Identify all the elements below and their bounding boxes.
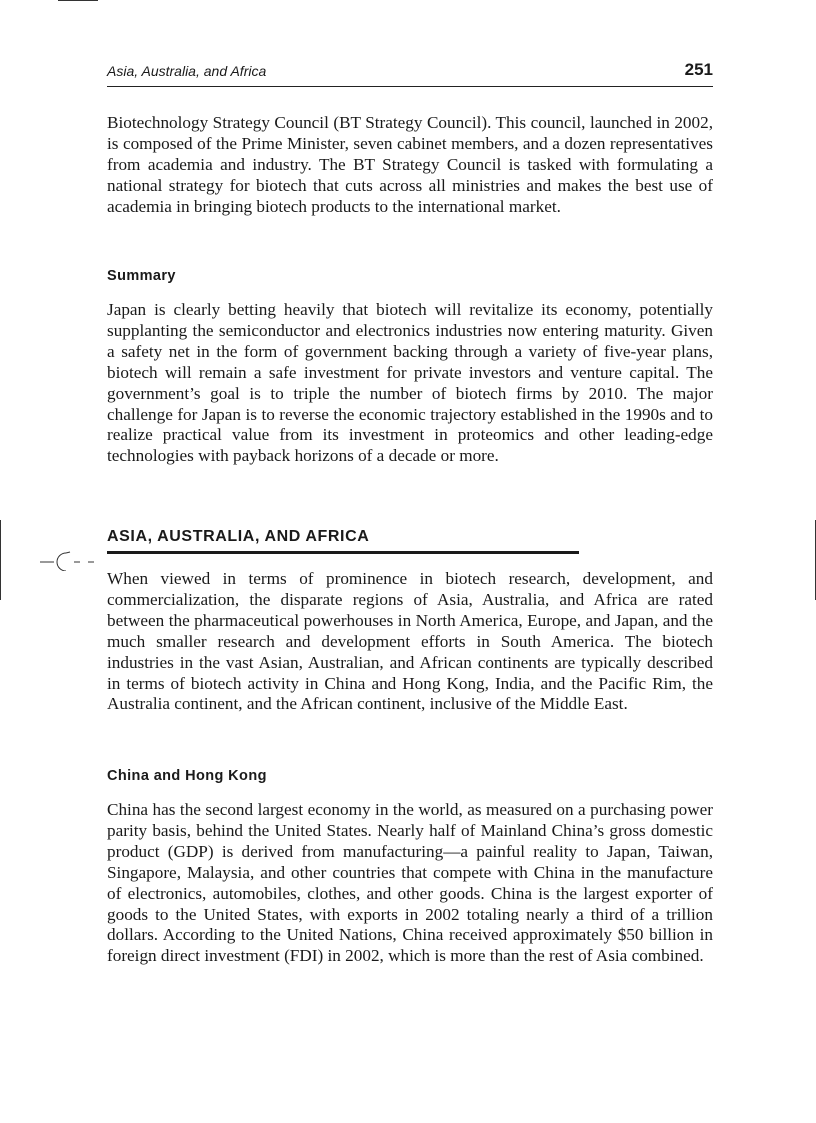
paragraph-summary: Japan is clearly betting heavily that biotech will revitalize its economy, potentially supplanting the semiconductor and electronics industries now entering maturity. Given a safety net in the form of government backing through a variety of five-year plans, biotech will remain a safe investment for private investors and venture capital. The government’s goal is to triple the number of biotech firms by 2010. The major challenge for Japan is to reverse the economic trajectory established in the 1990s and to realize practical value from its investment in proteomics and other leading-edge technologies with payback horizons of a decade or more. <box>107 300 713 466</box>
section-heading: ASIA, AUSTRALIA, AND AFRICA <box>107 528 579 554</box>
paragraph-bt-council: Biotechnology Strategy Council (BT Strategy Council). This council, launched in 2002, is composed of the Prime Minister, seven cabinet members, and a dozen representatives from academia and industry. The BT Strategy Council is tasked with formulating a national strategy for biotech that cuts across all ministries and makes the best use of academia in bringing biotech products to the international market. <box>107 113 713 216</box>
paragraph-asia-intro: When viewed in terms of prominence in biotech research, development, and commercialization, the disparate regions of Asia, Australia, and Africa are rated between the pharmaceutical powerhouses in North America, Europe, and Japan, and the much smaller research and development efforts in South America. The biotech industries in the vast Asian, Australian, and African continents are typically described in terms of biotech activity in China and Hong Kong, India, and the Pacific Rim, the Australia continent, and the African continent, inclusive of the Middle East. <box>107 569 713 714</box>
running-title: Asia, Australia, and Africa <box>107 63 267 79</box>
registration-mark-icon <box>40 551 96 571</box>
paragraph-china: China has the second largest economy in the world, as measured on a purchasing power parity basis, behind the United States. Nearly half of Mainland China’s gross domestic product (GDP) is derived from manufacturing—a painful reality to Japan, Taiwan, Singapore, Malaysia, and other countries that compete with China in the manufacture of electronics, automobiles, clothes, and other goods. China is the largest exporter of goods to the United States, with exports in 2002 totaling nearly a third of a trillion dollars. According to the United Nations, China received approximately $50 billion in foreign direct investment (FDI) in 2002, which is more than the rest of Asia combined. <box>107 800 713 966</box>
heading-china-hong-kong: China and Hong Kong <box>107 768 267 784</box>
crop-mark-top <box>58 0 98 1</box>
heading-summary: Summary <box>107 268 176 284</box>
running-header <box>107 60 713 87</box>
page-number: 251 <box>684 60 713 79</box>
crop-mark-left <box>0 520 1 600</box>
